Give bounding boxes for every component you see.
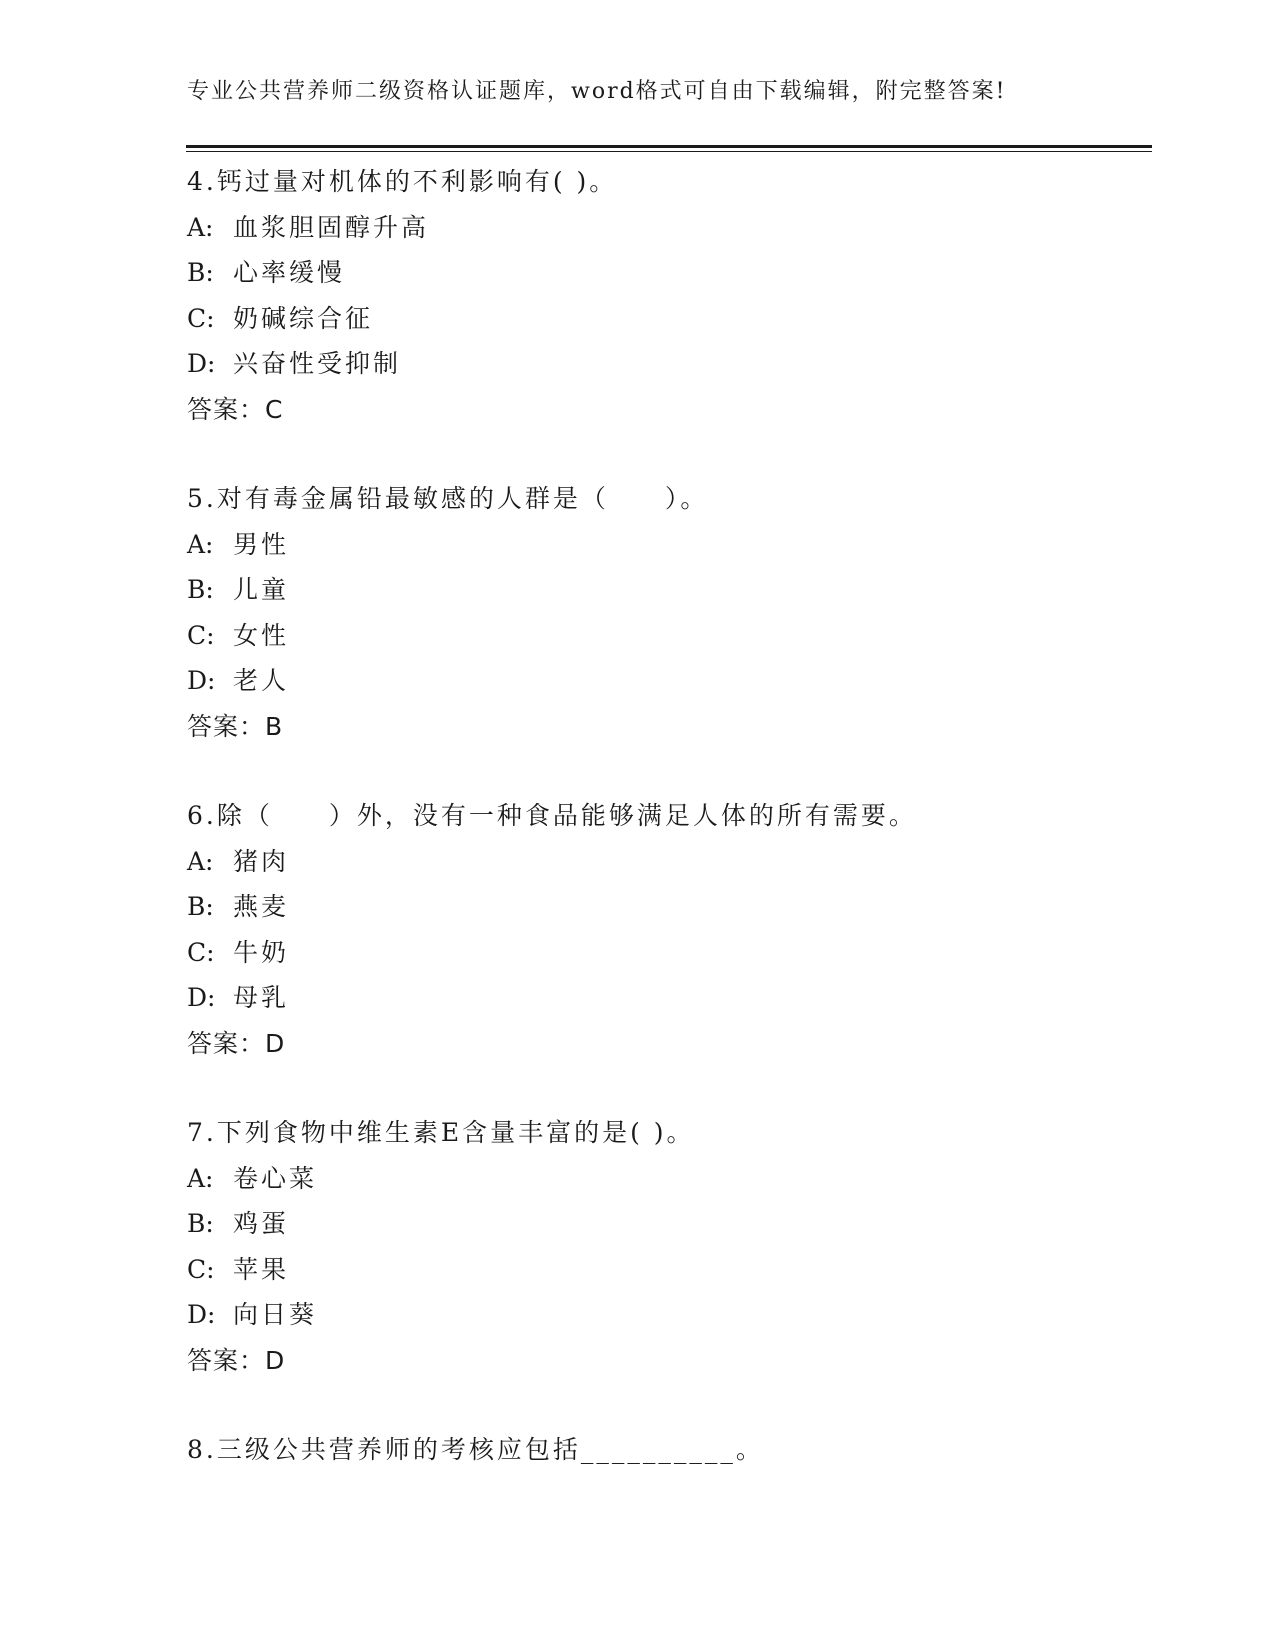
option-text: 苹果	[233, 1254, 290, 1284]
option-c	[187, 613, 1147, 659]
option-c	[187, 1247, 1147, 1293]
option-a	[187, 522, 1147, 568]
option-a	[187, 1156, 1147, 1202]
option-b	[187, 1201, 1147, 1247]
option-text: 鸡蛋	[233, 1209, 290, 1238]
question-stem: 4.钙过量对机体的不利影响有( )。	[187, 167, 618, 196]
option-letter: C:	[187, 620, 215, 650]
option-letter: A:	[187, 1163, 214, 1193]
option-letter: C:	[187, 303, 215, 333]
option-d	[187, 1292, 1147, 1338]
option-b	[187, 884, 1147, 930]
option-text: 女性	[233, 620, 290, 650]
answer: 答案：C	[187, 394, 284, 424]
question-6	[187, 793, 1147, 1066]
option-text: 老人	[233, 666, 290, 695]
option-letter: A:	[187, 212, 214, 242]
question-list	[187, 159, 1147, 1517]
option-text: 猪肉	[233, 846, 290, 876]
option-a	[187, 839, 1147, 885]
option-text: 血浆胆固醇升高	[233, 212, 430, 242]
option-letter: D:	[187, 983, 216, 1012]
option-text: 向日葵	[233, 1300, 318, 1329]
option-text: 卷心菜	[233, 1163, 318, 1193]
option-letter: B:	[187, 1209, 214, 1238]
option-a	[187, 205, 1147, 251]
option-b	[187, 567, 1147, 613]
question-stem: 7.下列食物中维生素E含量丰富的是( )。	[187, 1118, 695, 1147]
option-letter: C:	[187, 1254, 215, 1284]
header-rule-thin	[186, 151, 1152, 152]
option-letter: D:	[187, 1300, 216, 1329]
page-header: 专业公共营养师二级资格认证题库，word格式可自由下载编辑，附完整答案!	[187, 79, 1007, 104]
option-letter: D:	[187, 666, 216, 695]
option-text: 男性	[233, 529, 290, 559]
question-4	[187, 159, 1147, 432]
option-text: 儿童	[233, 575, 290, 604]
option-letter: B:	[187, 258, 214, 287]
answer: 答案：D	[187, 1345, 286, 1375]
option-letter: C:	[187, 937, 215, 967]
question-stem: 6.除（ ）外，没有一种食品能够满足人体的所有需要。	[187, 801, 917, 830]
option-c	[187, 296, 1147, 342]
question-stem: 5.对有毒金属铅最敏感的人群是（ ）。	[187, 484, 709, 513]
option-text: 牛奶	[233, 937, 290, 967]
answer: 答案：B	[187, 711, 284, 741]
option-text: 兴奋性受抑制	[233, 349, 402, 378]
option-letter: D:	[187, 349, 216, 378]
option-letter: B:	[187, 892, 214, 921]
option-text: 心率缓慢	[233, 258, 346, 287]
option-letter: B:	[187, 575, 214, 604]
question-7	[187, 1110, 1147, 1383]
answer: 答案：D	[187, 1028, 286, 1058]
option-letter: A:	[187, 846, 214, 876]
question-stem: 8.三级公共营养师的考核应包括__________。	[187, 1435, 764, 1464]
option-d	[187, 341, 1147, 387]
option-letter: A:	[187, 529, 214, 559]
option-d	[187, 658, 1147, 704]
option-c	[187, 930, 1147, 976]
header-rule-thick	[186, 145, 1152, 148]
option-b	[187, 250, 1147, 296]
option-d	[187, 975, 1147, 1021]
question-5	[187, 476, 1147, 749]
option-text: 母乳	[233, 983, 290, 1012]
question-8	[187, 1427, 1147, 1473]
option-text: 燕麦	[233, 892, 290, 921]
option-text: 奶碱综合征	[233, 303, 374, 333]
